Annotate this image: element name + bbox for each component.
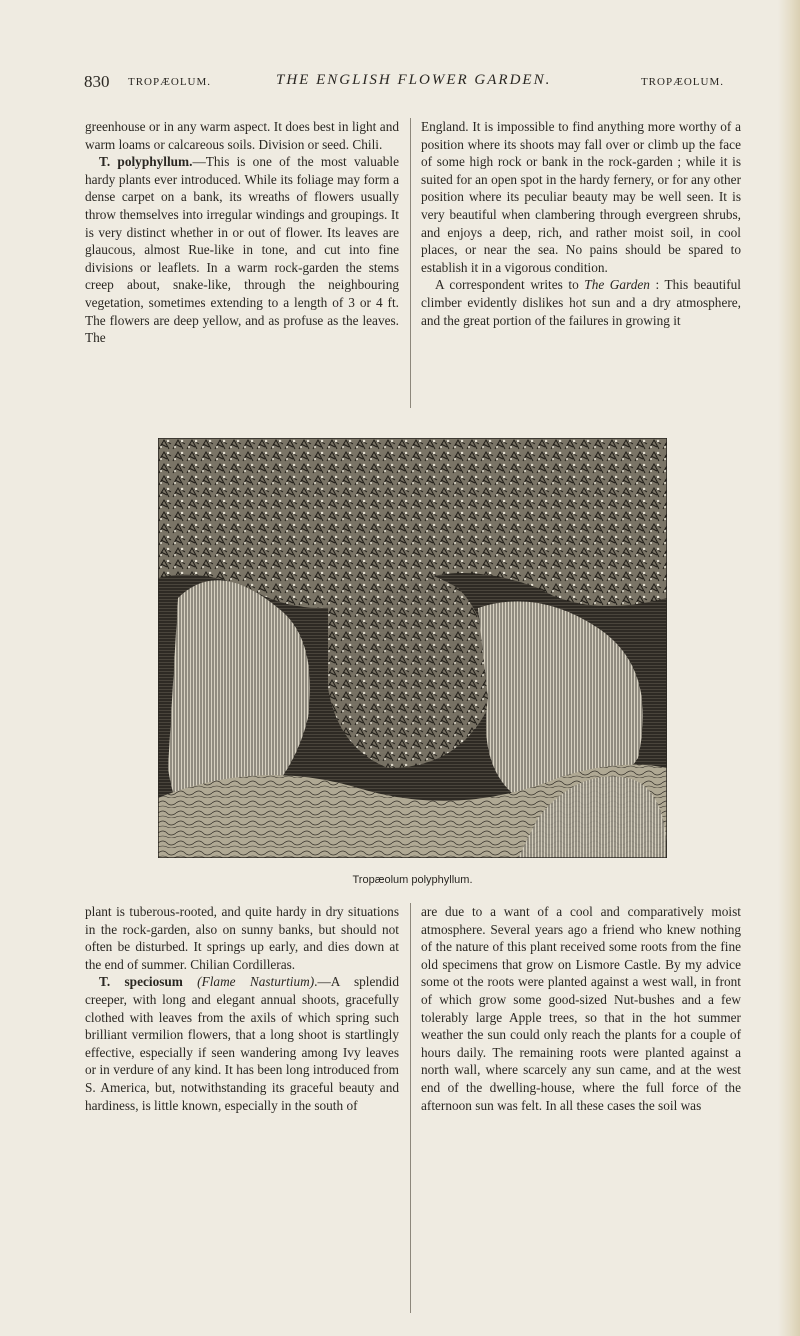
paragraph-text: A correspondent writes to xyxy=(435,277,585,293)
page-edge-shading xyxy=(778,0,800,1336)
paragraph xyxy=(85,903,399,973)
common-name: (Flame Nasturtium) xyxy=(197,974,315,990)
paragraph-text: —This is one of the most valuable hardy plants ever introduced. While its foliage may form a dense carpet on a bank, its wreaths of flowers usually throw themselves into irregular windings and groupings. It is very distinct whether in or out of flower. Its leaves are glaucous, almost Rue-like in tone, and cut into fine divisions or leaflets. In a warm rock-garden the stems creep about, snake-like, through the neighbouring vegetation, sometimes extending to a length of 3 or 4 ft. The flowers are deep yellow, and as profuse as the leaves. The xyxy=(85,154,399,346)
species-heading: T. polyphyllum. xyxy=(99,154,193,170)
paragraph xyxy=(421,118,741,276)
paragraph-text: are due to a want of a cool and comparatively moist atmosphere. Several years ago a friend who knew nothing of the nature of this plant received some roots from the fine old specimens that grow on Lismore Castle. By my advice some ot the roots were planted against a west wall, in front of which grow some good-sized Nut-bushes and a few tolerably large Apple trees, so that in the hot summer weather the sun could only reach the plants for a couple of hours daily. The remaining roots were planted against a north wall, where scarcely any sun came, and at the west end of the dwelling-house, where the full force of the afternoon sun was felt. In all these cases the soil was xyxy=(421,904,741,1113)
engraving-illustration xyxy=(158,438,667,858)
publication-title: The Garden xyxy=(584,277,650,293)
paragraph xyxy=(85,153,399,347)
figure-caption: Tropæolum polyphyllum. xyxy=(352,874,473,886)
column-top-right xyxy=(421,118,741,329)
species-heading: T. speciosum xyxy=(99,974,183,990)
paragraph-text: greenhouse or in any warm aspect. It does best in light and warm loams or calcareous soils. Division or seed. Chili. xyxy=(85,119,399,152)
column-bottom-right xyxy=(421,903,741,1114)
paragraph-text: England. It is impossible to find anything more worthy of a position where its shoots may fall over or climb up the face of some high rock or bank in the rock-garden ; while it is suited for an open spot in the hardy fernery, or for any other position where its peculiar beauty may be well seen. It is very beautiful when clambering through evergreen shrubs, and enjoys a deep, rich, and rather moist soil, in cool places, or near the sea. No pains should be spared to establish it in a vigorous condition. xyxy=(421,119,741,275)
paragraph xyxy=(421,276,741,329)
page-number: 830 xyxy=(84,72,110,91)
running-head-left: TROPÆOLUM. xyxy=(128,76,212,88)
column-bottom-left xyxy=(85,903,399,1114)
paragraph xyxy=(85,973,399,1114)
book-title: THE ENGLISH FLOWER GARDEN. xyxy=(276,72,552,88)
column-top-left xyxy=(85,118,399,347)
column-divider xyxy=(410,118,411,408)
paragraph-text: plant is tuberous-rooted, and quite hardy in dry situations in the rock-garden, also on sunny banks, but should not often be disturbed. It springs up early, and dies down at the end of summer. Chilian Cordilleras. xyxy=(85,904,399,972)
column-divider xyxy=(410,903,411,1313)
running-head xyxy=(84,72,724,96)
paragraph-text: .—A splendid creeper, with long and elegant annual shoots, gracefully clothed with leaves from the axils of which spring such brilliant vermilion flowers, that a long shoot is startlingly effective, especially if seen wandering among Ivy leaves or in verdure of any kind. It has been long introduced from S. America, but, notwithstanding its graceful beauty and hardiness, is little known, especially in the south of xyxy=(85,974,400,1113)
paragraph-text: : This beautiful climber evidently dislikes hot sun and a dry atmosphere, and the great portion of the failures in growing it xyxy=(421,277,742,328)
running-head-right: TROPÆOLUM. xyxy=(640,76,724,88)
paragraph xyxy=(421,903,741,1114)
paragraph xyxy=(85,118,399,153)
